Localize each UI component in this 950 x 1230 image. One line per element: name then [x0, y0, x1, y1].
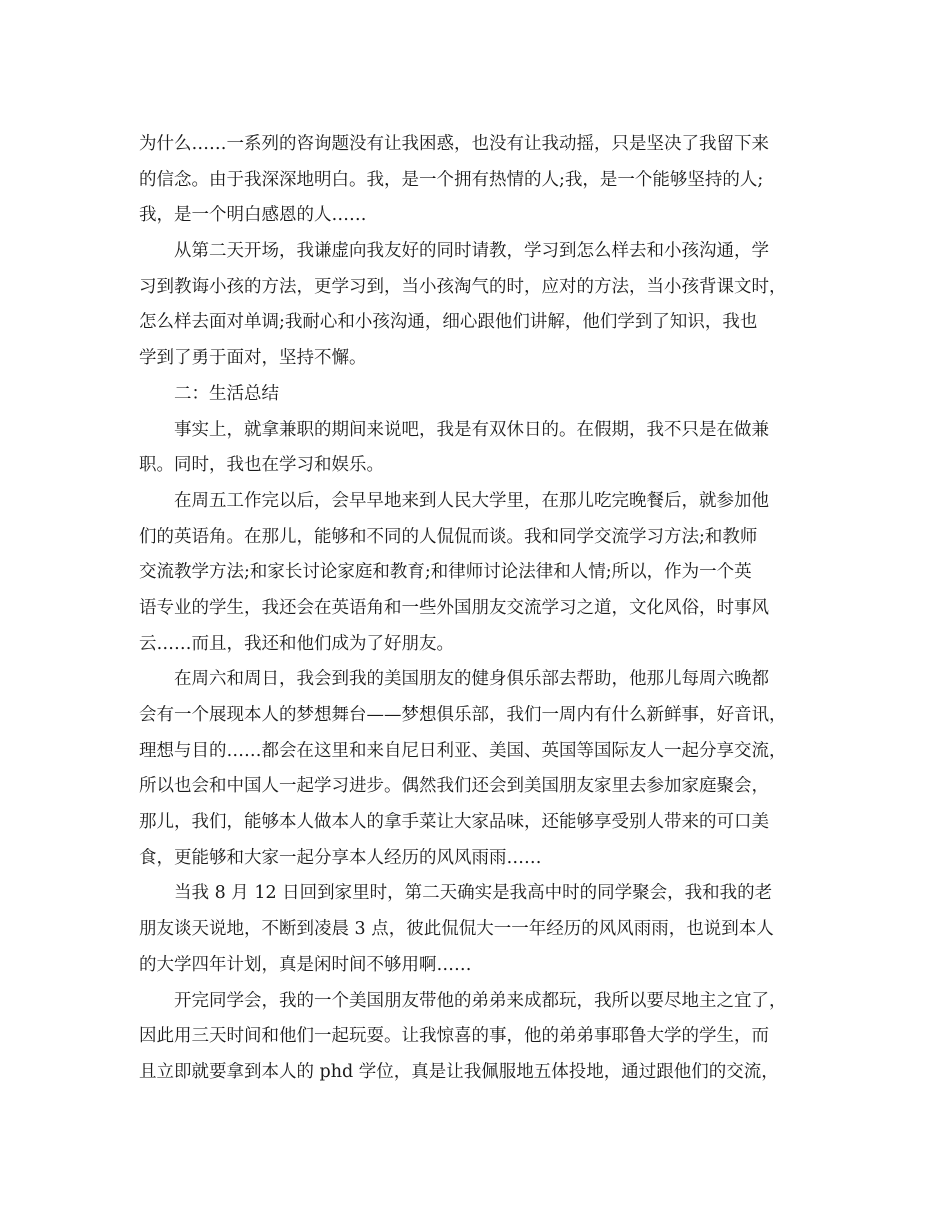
text-line-22: 当我 8 月 12 日回到家里时，第二天确实是我高中时的同学聚会，我和我的老 — [174, 883, 773, 904]
text-line-14: 语专业的学生，我还会在英语角和一些外国朋友交流学习之道，文化风俗，时事风 — [139, 597, 769, 618]
body-text — [139, 127, 819, 1091]
text-line-19: 所以也会和中国人一起学习进步。偶然我们还会到美国朋友家里去参加家庭聚会， — [139, 776, 769, 797]
text-line-15: 云……而且，我还和他们成为了好朋友。 — [139, 633, 454, 654]
text-line-17: 会有一个展现本人的梦想舞台——梦想俱乐部，我们一周内有什么新鲜事，好音讯， — [139, 705, 787, 725]
section-heading: 二：生活总结 — [174, 383, 279, 404]
text-line-6: 怎么样去面对单调;我耐心和小孩沟通，细心跟他们讲解，他们学到了知识，我也 — [139, 312, 758, 333]
text-line-2: 的信念。由于我深深地明白。我，是一个拥有热情的人;我，是一个能够坚持的人; — [139, 169, 764, 190]
text-line-3: 我，是一个明白感恩的人…… — [139, 205, 367, 226]
text-line-18: 理想与目的……都会在这里和来自尼日利亚、美国、英国等国际友人一起分享交流， — [139, 740, 787, 761]
text-line-25: 开完同学会，我的一个美国朋友带他的弟弟来成都玩，我所以要尽地主之宜了， — [174, 990, 787, 1011]
text-line-11: 在周五工作完以后，会早早地来到人民大学里，在那儿吃完晚餐后，就参加他 — [174, 490, 769, 511]
text-line-20: 那儿，我们，能够本人做本人的拿手菜让大家品味，还能够享受别人带来的可口美 — [139, 812, 769, 833]
text-line-21: 食，更能够和大家一起分享本人经历的风风雨雨…… — [139, 847, 542, 868]
text-line-10: 职。同时，我也在学习和娱乐。 — [139, 455, 384, 476]
text-line-7: 学到了勇于面对，坚持不懈。 — [139, 348, 367, 369]
text-line-9: 事实上，就拿兼职的期间来说吧，我是有双休日的。在假期，我不只是在做兼 — [174, 419, 769, 440]
text-line-26: 因此用三天时间和他们一起玩耍。让我惊喜的事，他的弟弟事耶鲁大学的学生，而 — [139, 1026, 769, 1047]
text-line-23: 朋友谈天说地，不断到凌晨 3 点，彼此侃侃大一一年经历的风风雨雨，也说到本人 — [139, 919, 774, 940]
text-line-16: 在周六和周日，我会到我的美国朋友的健身俱乐部去帮助，他那儿每周六晚都 — [174, 669, 769, 690]
text-line-13: 交流教学方法;和家长讨论家庭和教育;和律师讨论法律和人情;所以，作为一个英 — [139, 562, 752, 583]
text-line-5: 习到教诲小孩的方法，更学习到，当小孩淘气的时，应对的方法，当小孩背课文时， — [139, 276, 787, 297]
text-line-27: 且立即就要拿到本人的 phd 学位，真是让我佩服地五体投地，通过跟他们的交流， — [139, 1061, 779, 1082]
text-line-1: 为什么……一系列的咨询题没有让我困惑，也没有让我动摇，只是坚决了我留下来 — [139, 134, 769, 154]
text-line-4: 从第二天开场，我谦虚向我友好的同时请教，学习到怎么样去和小孩沟通，学 — [174, 241, 769, 262]
text-line-24: 的大学四年计划，真是闲时间不够用啊…… — [139, 954, 472, 975]
text-line-12: 们的英语角。在那儿，能够和不同的人侃侃而谈。我和同学交流学习方法;和教师 — [139, 526, 758, 547]
